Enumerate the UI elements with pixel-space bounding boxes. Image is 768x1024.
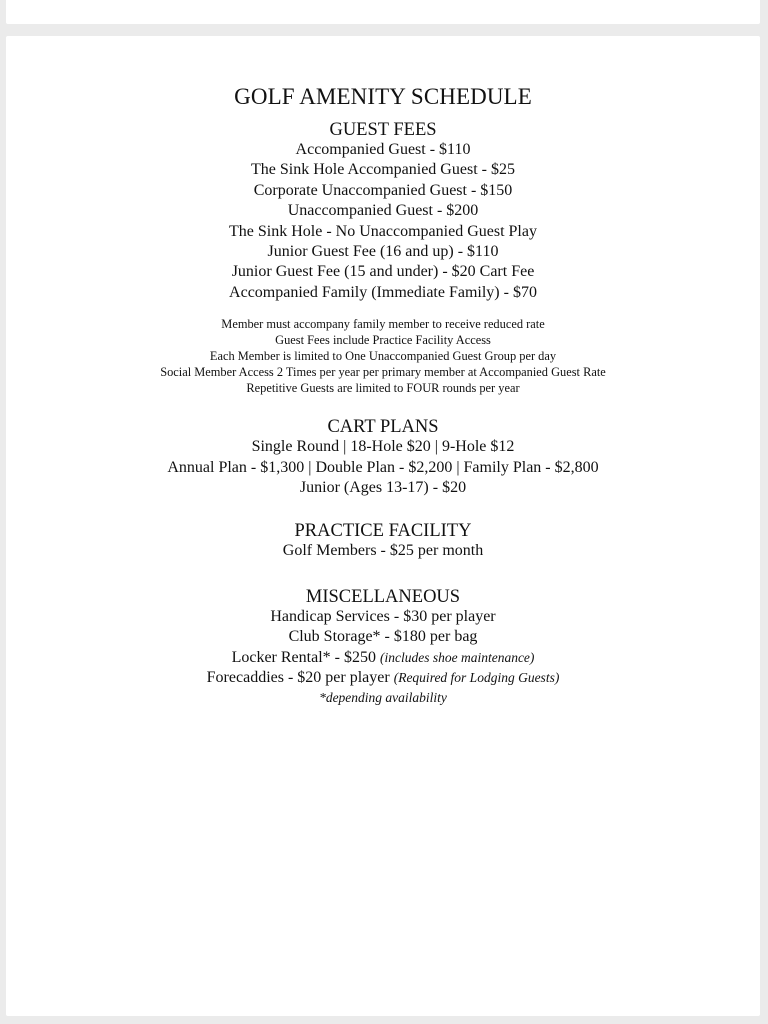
miscellaneous-heading: MISCELLANEOUS <box>305 586 461 607</box>
availability-footnote: *depending availability <box>319 689 447 705</box>
forecaddies-text: Forecaddies - $20 per player <box>206 669 390 687</box>
guest-fee-item: Accompanied Family (Immediate Family) - $70 <box>229 283 537 301</box>
guest-fee-notes <box>6 316 760 396</box>
handicap-services-item: Handicap Services - $30 per player <box>270 607 496 625</box>
miscellaneous-section <box>6 587 760 707</box>
cart-plan-item: Junior (Ages 13-17) - $20 <box>299 479 467 497</box>
locker-rental-item <box>6 648 760 668</box>
guest-fee-note: Repetitive Guests are limited to FOUR rounds per year <box>246 381 520 396</box>
locker-rental-text: Locker Rental* - $250 <box>231 648 376 666</box>
guest-fee-item: Unaccompanied Guest - $200 <box>287 202 479 220</box>
document-page <box>6 36 760 1016</box>
guest-fee-note: Each Member is limited to One Unaccompanied Guest Group per day <box>209 349 557 364</box>
forecaddies-aside: (Required for Lodging Guests) <box>393 670 560 686</box>
practice-facility-item: Golf Members - $25 per month <box>282 542 484 560</box>
cart-plans-section <box>6 417 760 498</box>
guest-fee-item: Corporate Unaccompanied Guest - $150 <box>253 181 513 199</box>
guest-fee-item: Junior Guest Fee (15 and under) - $20 Cart Fee <box>231 263 535 281</box>
practice-facility-heading: PRACTICE FACILITY <box>294 521 472 542</box>
previous-page-sheet <box>6 0 760 24</box>
guest-fees-heading: GUEST FEES <box>329 120 437 140</box>
practice-facility-section <box>6 521 760 561</box>
guest-fee-note: Guest Fees include Practice Facility Access <box>275 333 491 348</box>
cart-plan-item: Single Round | 18-Hole $20 | 9-Hole $12 <box>251 438 515 456</box>
guest-fee-item: Junior Guest Fee (16 and up) - $110 <box>267 243 499 261</box>
document-content <box>6 82 760 707</box>
cart-plan-item: Annual Plan - $1,300 | Double Plan - $2,200 | Family Plan - $2,800 <box>167 458 599 476</box>
guest-fee-note: Social Member Access 2 Times per year per primary member at Accompanied Guest Rate <box>160 365 606 380</box>
club-storage-item: Club Storage* - $180 per bag <box>288 628 478 646</box>
document-title: GOLF AMENITY SCHEDULE <box>234 84 532 109</box>
guest-fee-note: Member must accompany family member to receive reduced rate <box>221 317 545 332</box>
guest-fee-item: Accompanied Guest - $110 <box>295 141 471 158</box>
guest-fees-section <box>6 120 760 396</box>
guest-fee-item: The Sink Hole - No Unaccompanied Guest Play <box>229 222 537 240</box>
cart-plans-heading: CART PLANS <box>327 417 439 438</box>
locker-rental-aside: (includes shoe maintenance) <box>379 649 535 665</box>
guest-fee-item: The Sink Hole Accompanied Guest - $25 <box>251 161 515 179</box>
forecaddies-item <box>6 668 760 688</box>
